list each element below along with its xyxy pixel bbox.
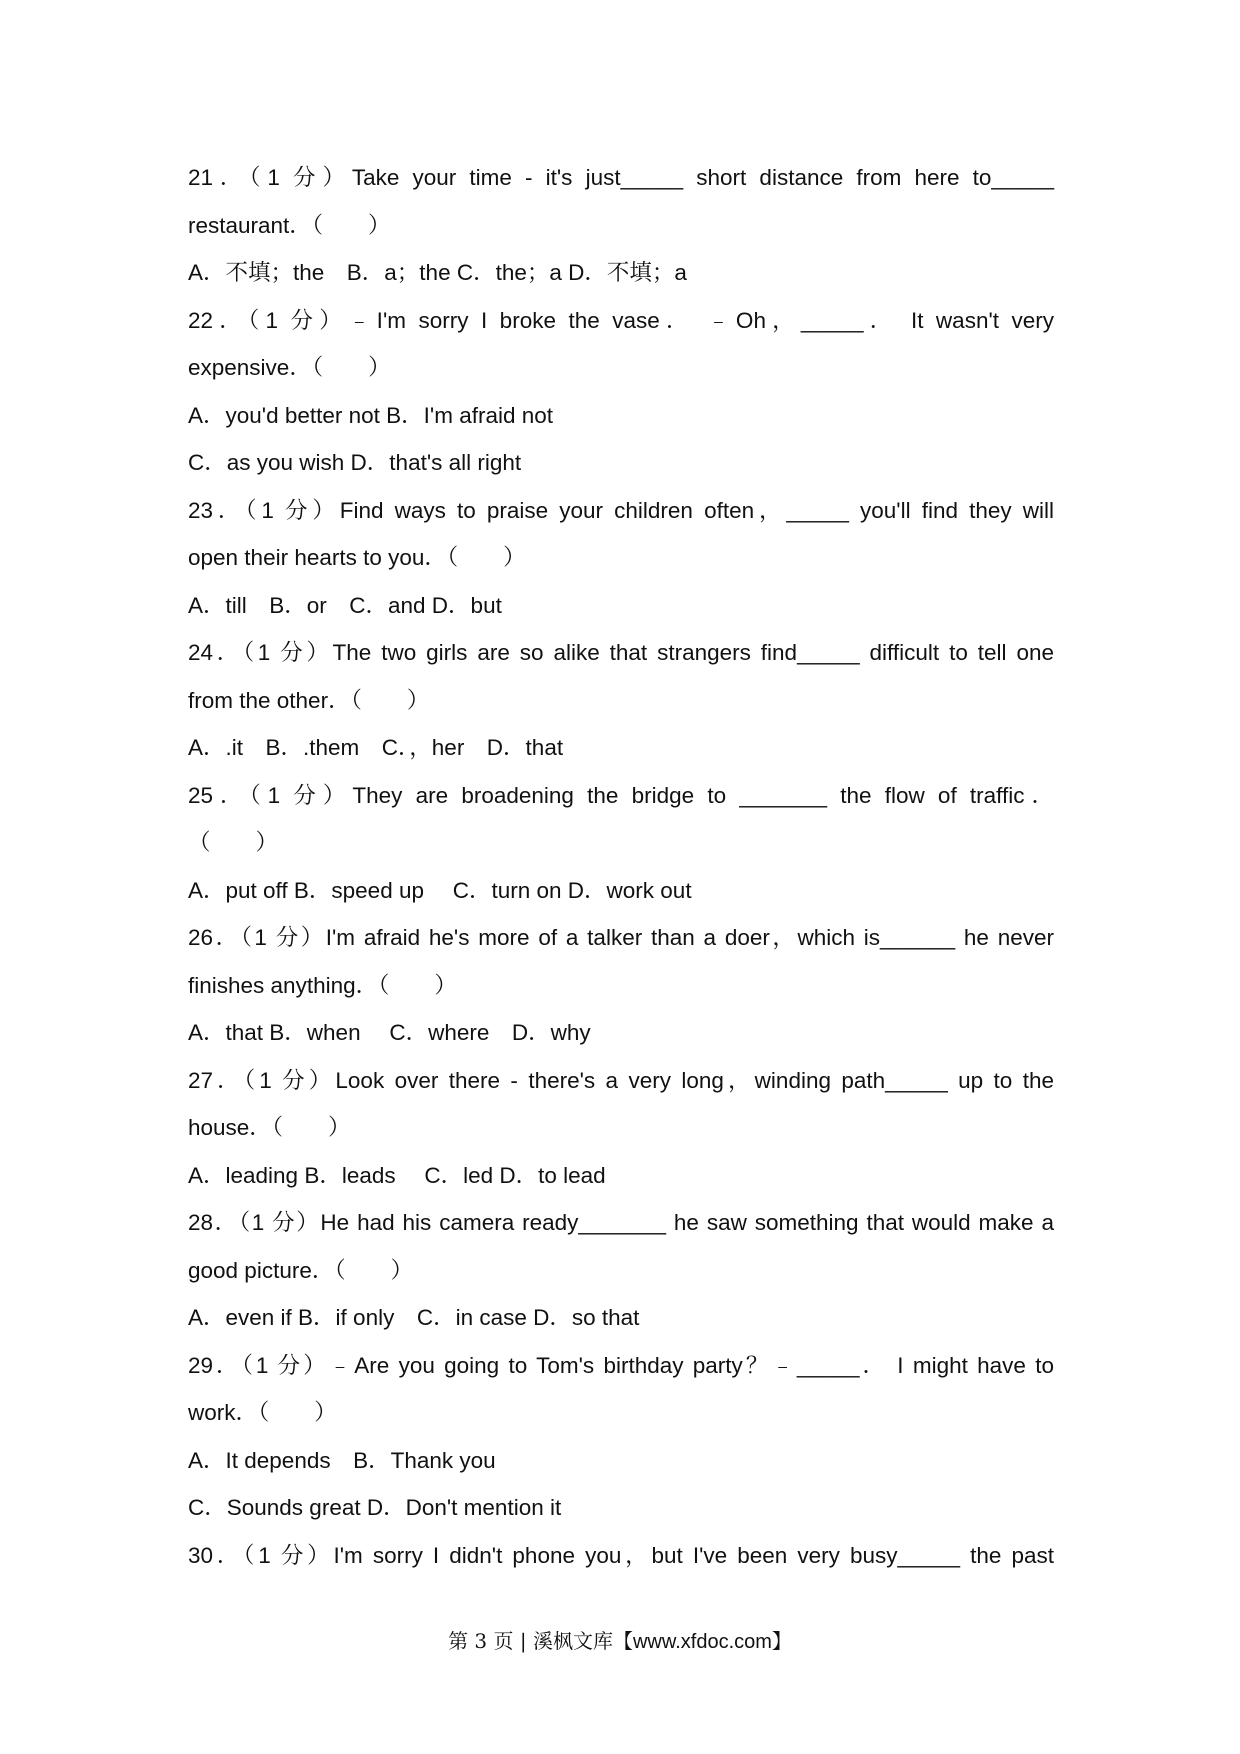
footer-url: www.xfdoc.com: [632, 1631, 772, 1653]
answer-options: C．as you wish D．that's all right: [188, 450, 522, 475]
question-block: [188, 772, 1054, 915]
question-block: [188, 487, 1054, 630]
question-block: [188, 1532, 1054, 1580]
question-stem: 24．（1 分）The two girls are so alike that strangers find_____ difficult to tell one: [188, 640, 1054, 665]
question-block: [188, 297, 1054, 487]
question-stem: 27．（1 分）Look over there - there's a very long，winding path_____ up to the: [188, 1067, 1054, 1093]
question-stem-continuation: expensive．（ ）: [188, 355, 391, 380]
question-block: [188, 1057, 1054, 1200]
answer-options: A．leading B．leads C．led D．to lead: [188, 1162, 606, 1188]
question-stem-continuation: （ ）: [188, 830, 279, 855]
question-stem-continuation: finishes anything．（ ）: [188, 972, 457, 998]
question-stem: 26．（1 分）I'm afraid he's more of a talker than a doer，which is______ he never: [188, 925, 1054, 950]
page-footer: [0, 1625, 1240, 1654]
footer-bracket: 】: [771, 1629, 792, 1653]
question-stem-continuation: work．（ ）: [188, 1400, 337, 1425]
answer-options: A．you'd better not B．I'm afraid not: [188, 402, 554, 428]
footer-page-label: 第 3 页 | 溪枫文库【: [448, 1629, 633, 1653]
question-stem: 21．（1 分）Take your time - it's just_____ short distance from here to_____: [188, 165, 1054, 190]
question-stem-continuation: good picture．（ ）: [188, 1257, 414, 1283]
question-stem-continuation: house．（ ）: [188, 1115, 351, 1140]
question-stem: 30．（1 分）I'm sorry I didn't phone you，but I've been very busy_____ the past: [188, 1542, 1054, 1568]
question-stem-continuation: from the other．（ ）: [188, 687, 430, 713]
question-block: [188, 629, 1054, 772]
question-stem-continuation: open their hearts to you．（ ）: [188, 545, 526, 570]
question-stem: 25．（1 分）They are broadening the bridge to _______ the flow of traffic．: [188, 782, 1054, 808]
question-stem: 28．（1 分）He had his camera ready_______ he saw something that would make a: [188, 1210, 1054, 1235]
answer-options: A．It depends B．Thank you: [188, 1447, 496, 1473]
answer-options: A．put off B．speed up C．turn on D．work out: [188, 877, 692, 903]
question-block: [188, 1199, 1054, 1342]
question-stem: 29．（1 分）﹣Are you going to Tom's birthday party？﹣_____． I might have to: [188, 1352, 1054, 1378]
answer-options: A．even if B．if only C．in case D．so that: [188, 1305, 640, 1330]
answer-options: C．Sounds great D．Don't mention it: [188, 1495, 562, 1520]
answer-options: A．.it B．.them C．，her D．that: [188, 735, 564, 760]
question-block: [188, 914, 1054, 1057]
question-stem: 22．（1 分）﹣I'm sorry I broke the vase． ﹣Oh，_____． It wasn't very: [188, 307, 1054, 333]
question-stem: 23．（1 分）Find ways to praise your children often，_____ you'll find they will: [188, 497, 1054, 523]
question-list: [188, 154, 1054, 1579]
answer-options: A．till B．or C．and D．but: [188, 592, 502, 618]
answer-options: A．that B．when C．where D．why: [188, 1020, 591, 1045]
question-block: [188, 154, 1054, 297]
answer-options: A．不填；the B．a；the C．the；a D．不填；a: [188, 260, 687, 285]
question-block: [188, 1342, 1054, 1532]
question-stem-continuation: restaurant．（ ）: [188, 212, 391, 238]
